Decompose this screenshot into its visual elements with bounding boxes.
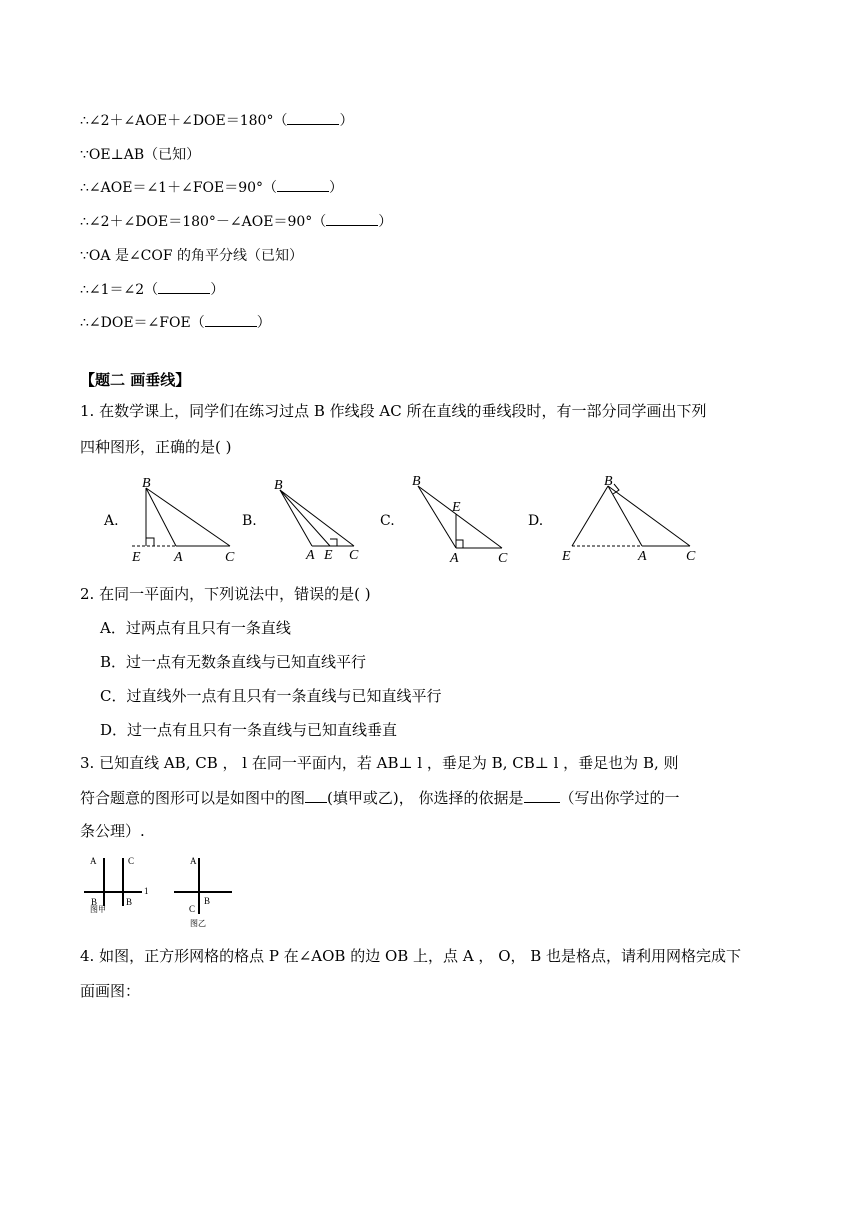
- answer-blank-figure[interactable]: [305, 790, 327, 803]
- svg-text:A: A: [638, 549, 647, 564]
- q4-line2: 面画图：: [80, 982, 141, 1000]
- q4-line1: 4. 如图，正方形网格的格点 P 在∠AOB 的边 OB 上，点 A ， O， B 也是格点，请利用网格完成下: [80, 947, 742, 965]
- option-label-b: B.: [242, 513, 257, 529]
- svg-text:E: E: [132, 550, 141, 565]
- svg-text:A: A: [306, 548, 315, 563]
- svg-text:C: C: [498, 551, 508, 566]
- figure-yi-caption: 图乙: [190, 919, 206, 928]
- svg-text:B: B: [126, 897, 133, 907]
- q3-line1: 3. 已知直线 AB, CB ， l 在同一平面内，若 AB⊥ l ，垂足为 B, CB⊥ l ，垂足也为 B, 则: [80, 754, 679, 772]
- answer-blank[interactable]: [287, 112, 339, 125]
- figure-option-d: [556, 470, 702, 566]
- svg-text:C: C: [189, 904, 196, 914]
- q2-option-a: A．过两点有且只有一条直线: [100, 619, 291, 637]
- option-label-a: A.: [104, 513, 119, 529]
- svg-text:B: B: [412, 474, 421, 489]
- section-title: 【题二 画垂线】: [80, 371, 191, 389]
- option-label-d: D.: [528, 513, 544, 529]
- svg-text:E: E: [452, 500, 461, 515]
- svg-text:C: C: [686, 549, 696, 564]
- proof-line-7: ∴∠DOE＝∠FOE（ ）: [80, 315, 271, 331]
- option-label-c: C.: [380, 513, 395, 529]
- proof-line-1: ∴∠2＋∠AOE＋∠DOE＝180°（ ）: [80, 113, 354, 129]
- proof-line-5: ∵OA 是∠COF 的角平分线（已知）: [80, 248, 304, 264]
- q2-option-b: B．过一点有无数条直线与已知直线平行: [100, 653, 367, 671]
- svg-text:E: E: [562, 549, 571, 564]
- svg-text:B: B: [204, 896, 211, 906]
- svg-text:1: 1: [144, 886, 149, 896]
- svg-text:A: A: [90, 856, 97, 866]
- svg-text:B: B: [142, 476, 151, 491]
- svg-text:A: A: [190, 856, 197, 866]
- figure-option-a: [128, 472, 240, 566]
- q2-option-c: C．过直线外一点有且只有一条直线与已知直线平行: [100, 687, 442, 705]
- proof-line-6: ∴∠1＝∠2（ ）: [80, 282, 225, 298]
- answer-blank[interactable]: [158, 281, 210, 294]
- q3-line3: 条公理）.: [80, 822, 145, 840]
- svg-text:E: E: [324, 548, 333, 563]
- answer-blank[interactable]: [205, 314, 257, 327]
- svg-text:A: A: [450, 551, 459, 566]
- q2-option-d: D．过一点有且只有一条直线与已知直线垂直: [100, 721, 398, 739]
- svg-text:B: B: [274, 478, 283, 493]
- svg-text:B: B: [91, 897, 98, 907]
- q3-line2: 符合题意的图形可以是如图中的图 (填甲或乙)， 你选择的依据是 （写出你学过的一: [80, 789, 680, 807]
- svg-text:A: A: [174, 550, 183, 565]
- proof-line-2: ∵OE⊥AB（已知）: [80, 147, 201, 163]
- figure-option-c: [406, 468, 516, 568]
- figure-yi: [172, 852, 238, 914]
- svg-text:C: C: [225, 550, 235, 565]
- q1-line2: 四种图形，正确的是( ): [80, 438, 232, 456]
- proof-line-3: ∴∠AOE＝∠1＋∠FOE＝90°（ ）: [80, 180, 344, 196]
- answer-blank[interactable]: [326, 213, 378, 226]
- answer-blank-reason[interactable]: [524, 790, 560, 803]
- answer-blank[interactable]: [277, 179, 329, 192]
- svg-text:C: C: [349, 548, 359, 563]
- figure-option-b: [268, 472, 364, 566]
- svg-text:B: B: [604, 474, 613, 489]
- figure-jia-caption: 图甲: [90, 905, 106, 914]
- proof-line-4: ∴∠2＋∠DOE＝180°－∠AOE＝90°（ ）: [80, 214, 393, 230]
- q1-line1: 1. 在数学课上，同学们在练习过点 B 作线段 AC 所在直线的垂线段时，有一部分同学画出下列: [80, 402, 707, 420]
- svg-text:C: C: [128, 856, 135, 866]
- q2-stem: 2. 在同一平面内，下列说法中，错误的是( ): [80, 585, 371, 603]
